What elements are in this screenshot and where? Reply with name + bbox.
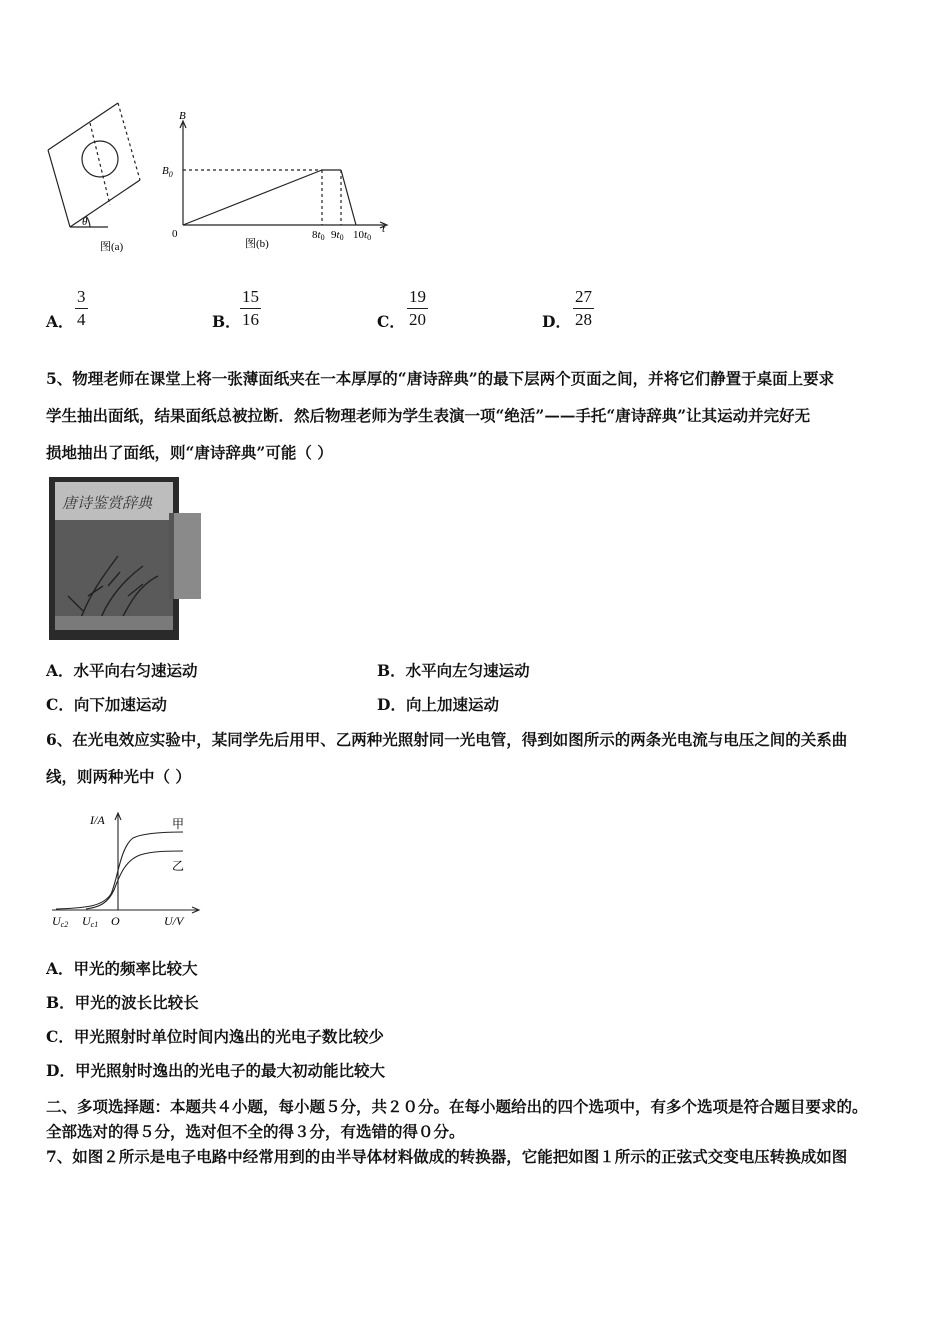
fig-b-b0: $B_0$	[162, 165, 173, 179]
fig-b-tick-10t0: 10t0	[353, 229, 372, 242]
curve-label-jia: 甲	[172, 817, 185, 831]
graph-origin: O	[111, 914, 120, 928]
q5-line-2: 学生抽出面纸，结果面纸总被拉断．然后物理老师为学生表演一项“绝活”——手托“唐诗辞典”让其运动并完好无	[46, 406, 811, 425]
q5-option-b[interactable]: B．水平向左匀速运动	[377, 661, 530, 680]
q6-option-a[interactable]: A．甲光的频率比较大	[46, 959, 198, 978]
q6-option-b[interactable]: B．甲光的波长比较长	[46, 993, 199, 1012]
q6-iu-graph	[48, 808, 208, 936]
figure-a	[48, 103, 140, 227]
graph-y-label: I/A	[90, 813, 105, 827]
q6-line-2: 线，则两种光中（ ）	[46, 767, 191, 786]
q4-option-c-letter[interactable]: C．	[377, 312, 405, 331]
q5-option-a[interactable]: A．水平向右匀速运动	[46, 661, 198, 680]
section2-line-1: 二、多项选择题：本题共４小题，每小题５分，共２０分。在每小题给出的四个选项中，有多个选项是符合题目要求的。	[46, 1097, 868, 1116]
q6-line-1: 6、在光电效应实验中，某同学先后用甲、乙两种光照射同一光电管，得到如图所示的两条光电流与电压之间的关系曲	[46, 730, 848, 749]
fig-b-tick-8t0: 8t0	[312, 229, 325, 242]
q4-option-d-letter[interactable]: D．	[542, 312, 571, 331]
q5-option-c[interactable]: C．向下加速运动	[46, 695, 167, 714]
q4-option-b-letter[interactable]: B．	[212, 312, 241, 331]
q4-option-b-fraction: $\frac{15}{16}$	[242, 287, 259, 329]
q5-line-1: 5、物理老师在课堂上将一张薄面纸夹在一本厚厚的“唐诗辞典”的最下层两个页面之间，并将它们静置于桌面上要求	[46, 369, 835, 388]
book-title: 唐诗鉴赏辞典	[62, 496, 153, 512]
figure-b	[180, 121, 387, 228]
section2-line-2: 全部选对的得５分，选对但不全的得３分，有选错的得０分。	[46, 1122, 465, 1141]
q5-book-image	[48, 476, 208, 642]
q6-option-d[interactable]: D．甲光照射时逸出的光电子的最大初动能比较大	[46, 1061, 385, 1080]
fig-b-origin: 0	[172, 228, 178, 240]
q4-figures	[40, 95, 400, 260]
q4-option-d-fraction: $\frac{27}{28}$	[575, 287, 592, 329]
graph-uc2-label: Uc2	[52, 914, 69, 929]
graph-x-label: U/V	[164, 914, 184, 928]
q4-option-a-fraction: $\frac{3}{4}$	[77, 287, 86, 329]
q6-option-c[interactable]: C．甲光照射时单位时间内逸出的光电子数比较少	[46, 1027, 384, 1046]
q4-option-a-letter[interactable]: A．	[46, 312, 74, 331]
graph-uc1-label: Uc1	[82, 914, 99, 929]
curve-label-yi: 乙	[172, 859, 185, 873]
curve-yi	[86, 851, 183, 909]
fig-b-caption: 图(b)	[245, 238, 269, 250]
q5-option-d[interactable]: D．向上加速运动	[377, 695, 499, 714]
fig-b-y-axis: B	[179, 110, 186, 122]
fig-b-x-axis: t	[382, 223, 386, 235]
curve-jia	[56, 832, 183, 909]
q5-line-3: 损地抽出了面纸，则“唐诗辞典”可能（ ）	[46, 443, 333, 462]
q4-option-c-fraction: $\frac{19}{20}$	[409, 287, 426, 329]
fig-a-caption: 图(a)	[100, 241, 124, 253]
q7-line-1: 7、如图２所示是电子电路中经常用到的由半导体材料做成的转换器，它能把如图１所示的正弦式交变电压转换成如图	[46, 1147, 848, 1166]
fig-a-angle: θ	[82, 216, 88, 228]
fig-b-tick-9t0: 9t0	[331, 229, 344, 242]
